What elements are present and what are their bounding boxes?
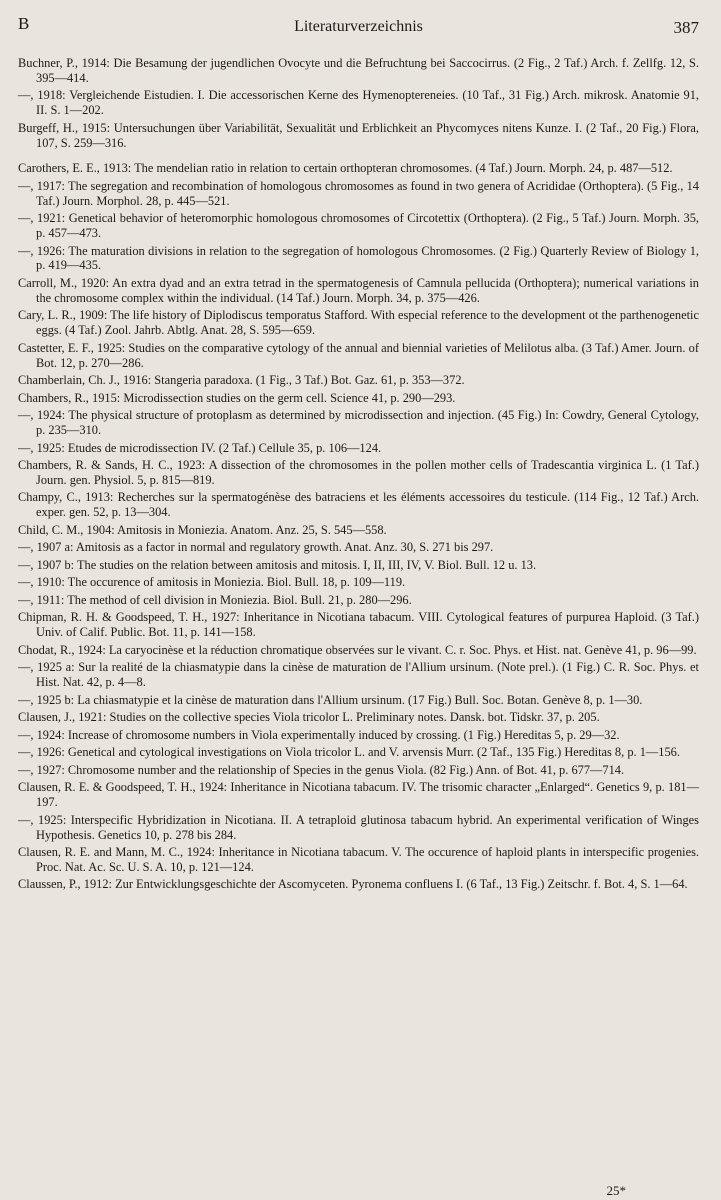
section-letter: B	[18, 14, 30, 33]
bibliography-entry: Chamberlain, Ch. J., 1916: Stangeria paradoxa. (1 Fig., 3 Taf.) Bot. Gaz. 61, p. 353—372.	[18, 373, 465, 388]
bibliography-entry: Clausen, R. E. & Goodspeed, T. H., 1924: Inheritance in Nicotiana tabacum. IV. The trisomic character „Enlarged“. Genetics 9, p. 181—197.	[18, 780, 699, 810]
running-title: Literaturverzeichnis	[294, 18, 423, 35]
bibliography-entry: Clausen, J., 1921: Studies on the collective species Viola tricolor L. Preliminary notes. Dansk. bot. Tidskr. 37, p. 205.	[18, 710, 600, 725]
bibliography-entry: —, 1925: Interspecific Hybridization in Nicotiana. II. A tetraploid glutinosa tabacum hybrid. An experimental verification of Winges Hypothesis. Genetics 10, p. 278 bis 284.	[18, 812, 699, 842]
bibliography-entry: —, 1925 a: Sur la realité de la chiasmatypie dans la cinèse de maturation de l'Allium ursinum. (Note prel.). (1 Fig.) C. R. Soc. Phys. et Hist. Nat. 42, p. 4—8.	[18, 660, 699, 690]
bibliography-entry: Buchner, P., 1914: Die Besamung der jugendlichen Ovocyte und die Befruchtung bei Saccocirrus. (2 Fig., 2 Taf.) Arch. f. Zellfg. 12, S. 395—414.	[18, 56, 699, 85]
bibliography-entry: Chodat, R., 1924: La caryocinèse et la réduction chromatique observées sur le vivant. C. r. Soc. Phys. et Hist. nat. Genève 41, p. 96—99.	[18, 642, 697, 657]
bibliography-entry: —, 1907 b: The studies on the relation between amitosis and mitosis. I, II, III, IV, V. Biol. Bull. 12 u. 13.	[18, 557, 537, 572]
page-number: 387	[673, 18, 699, 37]
page-header	[18, 14, 699, 44]
bibliography-entry: —, 1924: The physical structure of protoplasm as determined by microdissection and injection. (45 Fig.) In: Cowdry, General Cytology, p. 235—310.	[18, 408, 699, 438]
bibliography-entry: —, 1926: Genetical and cytological investigations on Viola tricolor L. and V. arvensis Murr. (2 Taf., 135 Fig.) Hereditas 8, p. 1—156.	[18, 745, 680, 760]
bibliography-entry: —, 1910: The occurence of amitosis in Moniezia. Biol. Bull. 18, p. 109—119.	[18, 575, 406, 590]
bibliography-entry: —, 1925 b: La chiasmatypie et la cinèse de maturation dans l'Allium ursinum. (17 Fig.) Bull. Soc. Botan. Genève 8, p. 1—30.	[18, 692, 643, 707]
bibliography-entry: —, 1926: The maturation divisions in relation to the segregation of homologous Chromosomes. (2 Fig.) Quarterly Review of Biology 1, p. 419—435.	[18, 243, 699, 273]
signature-mark: 25*	[606, 1183, 626, 1198]
bibliography-entry: —, 1918: Vergleichende Eistudien. I. Die accessorischen Kerne des Hymenoptereneies. (10 Taf., 31 Fig.) Arch. mikrosk. Anatomie 91, II. S. 1—202.	[18, 88, 699, 118]
bibliography-list	[18, 56, 699, 892]
bibliography-entry: Champy, C., 1913: Recherches sur la spermatogénèse des batraciens et les éléments accessoires du testicule. (114 Fig., 12 Taf.) Arch. exper. gen. 52, p. 13—304.	[18, 490, 699, 520]
bibliography-entry: Clausen, R. E. and Mann, M. C., 1924: Inheritance in Nicotiana tabacum. V. The occurence of haploid plants in interspecific progenies. Proc. Nat. Ac. Sc. U. S. A. 10, p. 121—124.	[18, 845, 699, 874]
bibliography-entry: Castetter, E. F., 1925: Studies on the comparative cytology of the annual and biennial varieties of Melilotus alba. (3 Taf.) Amer. Journ. of Bot. 12, p. 270—286.	[18, 340, 699, 370]
bibliography-entry: Carroll, M., 1920: An extra dyad and an extra tetrad in the spermatogenesis of Camnula pellucida (Orthoptera); numerical variations in the chromosome complex within the individual. (14 Taf.) Journ. Morph. 34, p. 375—426.	[18, 275, 699, 305]
bibliography-entry: —, 1917: The segregation and recombination of homologous chromosomes as found in two genera of Acrididae (Orthoptera). (5 Fig., 14 Taf.) Journ. Morphol. 28, p. 445—521.	[18, 178, 699, 208]
bibliography-entry: Carothers, E. E., 1913: The mendelian ratio in relation to certain orthopteran chromosomes. (4 Taf.) Journ. Morph. 24, p. 487—512.	[18, 161, 673, 176]
bibliography-entry: Cary, L. R., 1909: The life history of Diplodiscus temporatus Stafford. With especial reference to the development ot the parthenogenetic eggs. (4 Taf.) Zool. Jahrb. Abtlg. Anat. 28, S. 595—659.	[18, 308, 699, 338]
bibliography-entry: —, 1925: Etudes de microdissection IV. (2 Taf.) Cellule 35, p. 106—124.	[18, 440, 382, 455]
bibliography-entry: —, 1911: The method of cell division in Moniezia. Biol. Bull. 21, p. 280—296.	[18, 592, 412, 607]
bibliography-entry: Child, C. M., 1904: Amitosis in Moniezia. Anatom. Anz. 25, S. 545—558.	[18, 522, 387, 537]
bibliography-entry: Chipman, R. H. & Goodspeed, T. H., 1927: Inheritance in Nicotiana tabacum. VIII. Cytological features of purpurea Haploid. (3 Taf.) Univ. of Calif. Public. Bot. 11, p. 141—158.	[18, 610, 699, 640]
bibliography-entry: —, 1927: Chromosome number and the relationship of Species in the genus Viola. (82 Fig.) Ann. of Bot. 41, p. 677—714.	[18, 762, 625, 777]
bibliography-entry: —, 1907 a: Amitosis as a factor in normal and regulatory growth. Anat. Anz. 30, S. 271 bis 297.	[18, 540, 494, 555]
bibliography-entry: —, 1921: Genetical behavior of heteromorphic homologous chromosomes of Circotettix (Orthoptera). (2 Fig., 5 Taf.) Journ. Morph. 35, p. 457—473.	[18, 211, 699, 241]
bibliography-entry: Claussen, P., 1912: Zur Entwicklungsgeschichte der Ascomyceten. Pyronema confluens I. (6 Taf., 13 Fig.) Zeitschr. f. Bot. 4, S. 1—64.	[18, 877, 688, 892]
bibliography-entry: Chambers, R. & Sands, H. C., 1923: A dissection of the chromosomes in the pollen mother cells of Tradescantia virginica L. (1 Taf.) Journ. gen. Physiol. 5, p. 815—819.	[18, 458, 699, 487]
bibliography-entry: Burgeff, H., 1915: Untersuchungen über Variabilität, Sexualität und Erblichkeit an Phycomyces nitens Kunze. I. (2 Taf., 20 Fig.) Flora, 107, S. 259—316.	[18, 120, 699, 150]
bibliography-entry: —, 1924: Increase of chromosome numbers in Viola experimentally induced by crossing. (1 Fig.) Hereditas 5, p. 29—32.	[18, 727, 620, 742]
group-spacer	[18, 153, 699, 161]
bibliography-entry: Chambers, R., 1915: Microdissection studies on the germ cell. Science 41, p. 290—293.	[18, 390, 456, 405]
